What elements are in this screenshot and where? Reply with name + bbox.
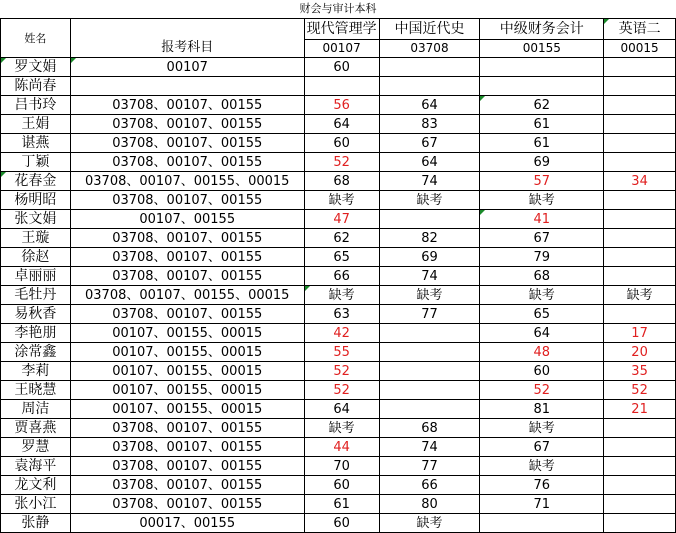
subjects-cell: 03708、00107、00155 — [70, 134, 304, 153]
score-cell: 81 — [480, 400, 604, 419]
score-cell: 64 — [304, 115, 379, 134]
header-course-code: 03708 — [379, 40, 480, 58]
score-cell: 缺考 — [379, 286, 480, 305]
score-cell: 52 — [604, 381, 676, 400]
score-cell: 64 — [480, 324, 604, 343]
score-cell: 74 — [379, 438, 480, 457]
subjects-cell: 00107、00155 — [70, 210, 304, 229]
student-name: 王璇 — [1, 229, 71, 248]
score-cell: 74 — [379, 267, 480, 286]
score-cell: 52 — [480, 381, 604, 400]
table-row — [1, 495, 676, 514]
score-cell — [379, 400, 480, 419]
subjects-cell: 03708、00107、00155 — [70, 267, 304, 286]
student-name: 毛牡丹 — [1, 286, 71, 305]
score-cell: 66 — [379, 476, 480, 495]
table-row — [1, 210, 676, 229]
score-cell: 44 — [304, 438, 379, 457]
score-cell — [379, 210, 480, 229]
score-cell — [379, 362, 480, 381]
header-course-code: 00155 — [480, 40, 604, 58]
score-cell: 52 — [304, 153, 379, 172]
score-cell: 60 — [304, 58, 379, 77]
subjects-cell: 03708、00107、00155 — [70, 153, 304, 172]
header-course-name: 中级财务会计 — [480, 19, 604, 40]
score-cell — [379, 77, 480, 96]
score-cell — [604, 210, 676, 229]
score-cell: 52 — [304, 381, 379, 400]
score-cell: 42 — [304, 324, 379, 343]
header-course-code: 00107 — [304, 40, 379, 58]
score-cell: 74 — [379, 172, 480, 191]
subjects-cell: 00107、00155、00015 — [70, 362, 304, 381]
header-course-name: 中国近代史 — [379, 19, 480, 40]
subjects-cell: 03708、00107、00155 — [70, 476, 304, 495]
score-cell: 缺考 — [304, 419, 379, 438]
student-name: 周洁 — [1, 400, 71, 419]
subjects-cell: 00107、00155、00015 — [70, 400, 304, 419]
score-cell — [379, 324, 480, 343]
student-name: 王娟 — [1, 115, 71, 134]
student-name: 陈尚春 — [1, 77, 71, 96]
score-cell — [379, 343, 480, 362]
score-cell: 55 — [304, 343, 379, 362]
score-cell: 缺考 — [379, 514, 480, 533]
subjects-cell — [70, 77, 304, 96]
header-subjects: 报考科目 — [70, 19, 304, 58]
score-cell: 67 — [480, 229, 604, 248]
score-cell — [604, 229, 676, 248]
table-row — [1, 191, 676, 210]
score-cell: 67 — [379, 134, 480, 153]
score-cell — [480, 514, 604, 533]
score-cell: 77 — [379, 457, 480, 476]
subjects-cell: 03708、00107、00155 — [70, 96, 304, 115]
score-cell: 20 — [604, 343, 676, 362]
header-course-name: 现代管理学 — [304, 19, 379, 40]
student-name: 罗慧 — [1, 438, 71, 457]
score-cell: 64 — [379, 153, 480, 172]
score-cell — [480, 77, 604, 96]
table-row — [1, 96, 676, 115]
score-cell — [604, 248, 676, 267]
subjects-cell: 03708、00107、00155 — [70, 191, 304, 210]
score-cell: 17 — [604, 324, 676, 343]
score-cell — [379, 381, 480, 400]
score-cell: 65 — [304, 248, 379, 267]
table-row — [1, 514, 676, 533]
student-name: 吕书玲 — [1, 96, 71, 115]
subjects-cell: 03708、00107、00155 — [70, 305, 304, 324]
student-name: 李莉 — [1, 362, 71, 381]
score-cell — [604, 191, 676, 210]
table-row — [1, 457, 676, 476]
score-cell: 21 — [604, 400, 676, 419]
score-cell: 62 — [480, 96, 604, 115]
score-cell: 70 — [304, 457, 379, 476]
student-name: 卓丽丽 — [1, 267, 71, 286]
score-cell — [604, 96, 676, 115]
subjects-cell: 03708、00107、00155、00015 — [70, 286, 304, 305]
subjects-cell: 00107、00155、00015 — [70, 381, 304, 400]
score-cell: 61 — [304, 495, 379, 514]
table-row — [1, 172, 676, 191]
score-cell: 64 — [379, 96, 480, 115]
score-cell: 41 — [480, 210, 604, 229]
student-name: 丁颖 — [1, 153, 71, 172]
score-cell — [604, 305, 676, 324]
score-cell: 52 — [304, 362, 379, 381]
student-name: 张文娟 — [1, 210, 71, 229]
subjects-cell: 00107、00155、00015 — [70, 324, 304, 343]
subjects-cell: 00107、00155、00015 — [70, 343, 304, 362]
score-cell — [604, 58, 676, 77]
table-row — [1, 419, 676, 438]
score-cell: 缺考 — [604, 286, 676, 305]
score-cell: 缺考 — [480, 286, 604, 305]
score-cell: 60 — [304, 514, 379, 533]
student-name: 龙文利 — [1, 476, 71, 495]
table-row — [1, 153, 676, 172]
subjects-cell: 03708、00107、00155 — [70, 229, 304, 248]
header-name: 姓名 — [1, 19, 71, 58]
header-course-name: 英语二 — [604, 19, 676, 40]
table-row — [1, 324, 676, 343]
score-cell: 82 — [379, 229, 480, 248]
table-row — [1, 400, 676, 419]
subjects-cell: 03708、00107、00155 — [70, 495, 304, 514]
score-cell: 60 — [304, 476, 379, 495]
table-row — [1, 229, 676, 248]
score-cell: 66 — [304, 267, 379, 286]
table-row — [1, 286, 676, 305]
score-cell — [604, 77, 676, 96]
student-name: 王晓慧 — [1, 381, 71, 400]
table-row — [1, 134, 676, 153]
score-cell: 48 — [480, 343, 604, 362]
subjects-cell: 03708、00107、00155 — [70, 419, 304, 438]
score-cell — [604, 419, 676, 438]
student-name: 涂常鑫 — [1, 343, 71, 362]
table-row — [1, 438, 676, 457]
score-cell: 缺考 — [304, 286, 379, 305]
score-cell — [604, 495, 676, 514]
subjects-cell: 00017、00155 — [70, 514, 304, 533]
score-cell: 60 — [480, 362, 604, 381]
score-cell: 76 — [480, 476, 604, 495]
score-cell — [379, 58, 480, 77]
score-cell — [604, 267, 676, 286]
table-row — [1, 248, 676, 267]
score-cell: 65 — [480, 305, 604, 324]
table-row — [1, 77, 676, 96]
score-cell: 62 — [304, 229, 379, 248]
score-cell: 56 — [304, 96, 379, 115]
score-cell: 57 — [480, 172, 604, 191]
table-row — [1, 115, 676, 134]
score-cell: 缺考 — [379, 191, 480, 210]
score-cell — [604, 153, 676, 172]
subjects-cell: 03708、00107、00155 — [70, 115, 304, 134]
score-cell — [604, 514, 676, 533]
score-cell: 35 — [604, 362, 676, 381]
score-cell: 缺考 — [480, 419, 604, 438]
student-name: 贾喜燕 — [1, 419, 71, 438]
score-cell: 60 — [304, 134, 379, 153]
score-cell: 68 — [480, 267, 604, 286]
score-cell: 61 — [480, 115, 604, 134]
student-name: 罗文娟 — [1, 58, 71, 77]
header-course-code: 00015 — [604, 40, 676, 58]
score-cell: 71 — [480, 495, 604, 514]
table-row — [1, 381, 676, 400]
score-cell: 69 — [379, 248, 480, 267]
subjects-cell: 03708、00107、00155、00015 — [70, 172, 304, 191]
score-cell: 缺考 — [480, 191, 604, 210]
student-name: 张小江 — [1, 495, 71, 514]
table-row — [1, 476, 676, 495]
student-name: 杨明昭 — [1, 191, 71, 210]
score-cell: 47 — [304, 210, 379, 229]
student-name: 易秋香 — [1, 305, 71, 324]
student-name: 袁海平 — [1, 457, 71, 476]
student-name: 张静 — [1, 514, 71, 533]
score-cell — [304, 77, 379, 96]
score-cell: 69 — [480, 153, 604, 172]
score-cell: 缺考 — [304, 191, 379, 210]
table-row — [1, 362, 676, 381]
table-row — [1, 343, 676, 362]
score-cell: 68 — [379, 419, 480, 438]
score-cell — [604, 457, 676, 476]
score-cell: 79 — [480, 248, 604, 267]
student-name: 花春金 — [1, 172, 71, 191]
student-name: 谌燕 — [1, 134, 71, 153]
subjects-cell: 03708、00107、00155 — [70, 248, 304, 267]
subjects-cell: 03708、00107、00155 — [70, 438, 304, 457]
student-name: 李艳朋 — [1, 324, 71, 343]
score-cell: 67 — [480, 438, 604, 457]
score-cell — [604, 476, 676, 495]
score-cell: 64 — [304, 400, 379, 419]
score-cell: 34 — [604, 172, 676, 191]
score-cell: 77 — [379, 305, 480, 324]
score-cell: 缺考 — [480, 457, 604, 476]
score-cell: 68 — [304, 172, 379, 191]
table-row — [1, 58, 676, 77]
table-row — [1, 267, 676, 286]
score-cell: 83 — [379, 115, 480, 134]
student-name: 徐赵 — [1, 248, 71, 267]
subjects-cell: 00107 — [70, 58, 304, 77]
score-cell — [480, 58, 604, 77]
sheet-title: 财会与审计本科 — [299, 2, 377, 15]
score-cell: 80 — [379, 495, 480, 514]
table-row — [1, 305, 676, 324]
score-cell: 61 — [480, 134, 604, 153]
score-cell: 63 — [304, 305, 379, 324]
subjects-cell: 03708、00107、00155 — [70, 457, 304, 476]
score-cell — [604, 134, 676, 153]
score-cell — [604, 115, 676, 134]
score-cell — [604, 438, 676, 457]
